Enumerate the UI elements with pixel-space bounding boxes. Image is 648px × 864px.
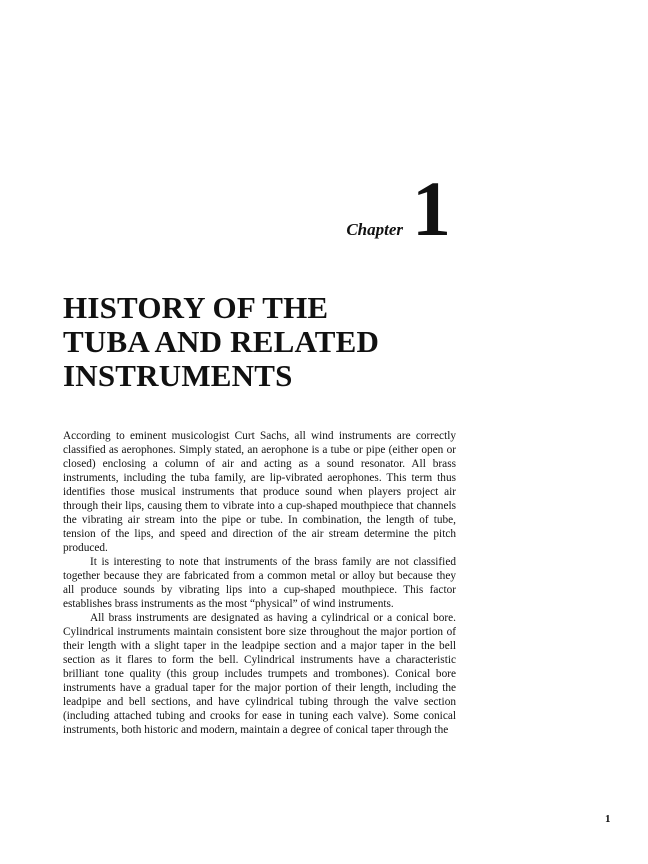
paragraph: According to eminent musicologist Curt Sachs, all wind instruments are correctly classified as aerophones. Simply stated, an aerophone is a tube or pipe (either open or closed) enclosing a column of air and acting as a sound resonator. All brass instruments, including the tuba family, are lip-vibrated aerophones. This term thus identifies those musical instruments that produce sound when players project air through their lips, causing them to vibrate into a cup-shaped mouthpiece that channels the vibrating air stream into the pipe or tube. In combination, the length of tube, tension of the lips, and speed and direction of the air stream determine the pitch produced. [63,430,456,554]
chapter-title-line: HISTORY OF THE [63,290,329,325]
chapter-label: Chapter [346,220,403,239]
chapter-title-line: TUBA AND RELATED [63,324,380,359]
chapter-heading [346,165,451,252]
paragraph: It is interesting to note that instruments of the brass family are not classified together because they are fabricated from a common metal or alloy but because they all produce sounds by vibrating lips into a cup-shaped mouthpiece. This factor establishes brass instruments as the most “physical” of wind instruments. [63,556,456,610]
chapter-title [63,291,379,393]
paragraph: All brass instruments are designated as having a cylindrical or a conical bore. Cylindrical instruments maintain consistent bore size throughout the major portion of their length with a slight taper in the leadpipe section and a major taper in the bell section as it flares to form the bell. Cylindrical instruments have a characteristic brilliant tone quality (this group includes trumpets and trombones). Conical bore instruments have a gradual taper for the major portion of their length, including the leadpipe and bell sections, and have cylindrical tubing through the valve section (including attached tubing and crooks for ease in tuning each valve). Some conical instruments, both historic and modern, maintain a degree of conical taper through the [63,612,456,736]
chapter-title-line: INSTRUMENTS [63,358,293,393]
body-text [63,429,456,737]
page-number: 1 [605,813,611,825]
chapter-number: 1 [412,165,451,252]
